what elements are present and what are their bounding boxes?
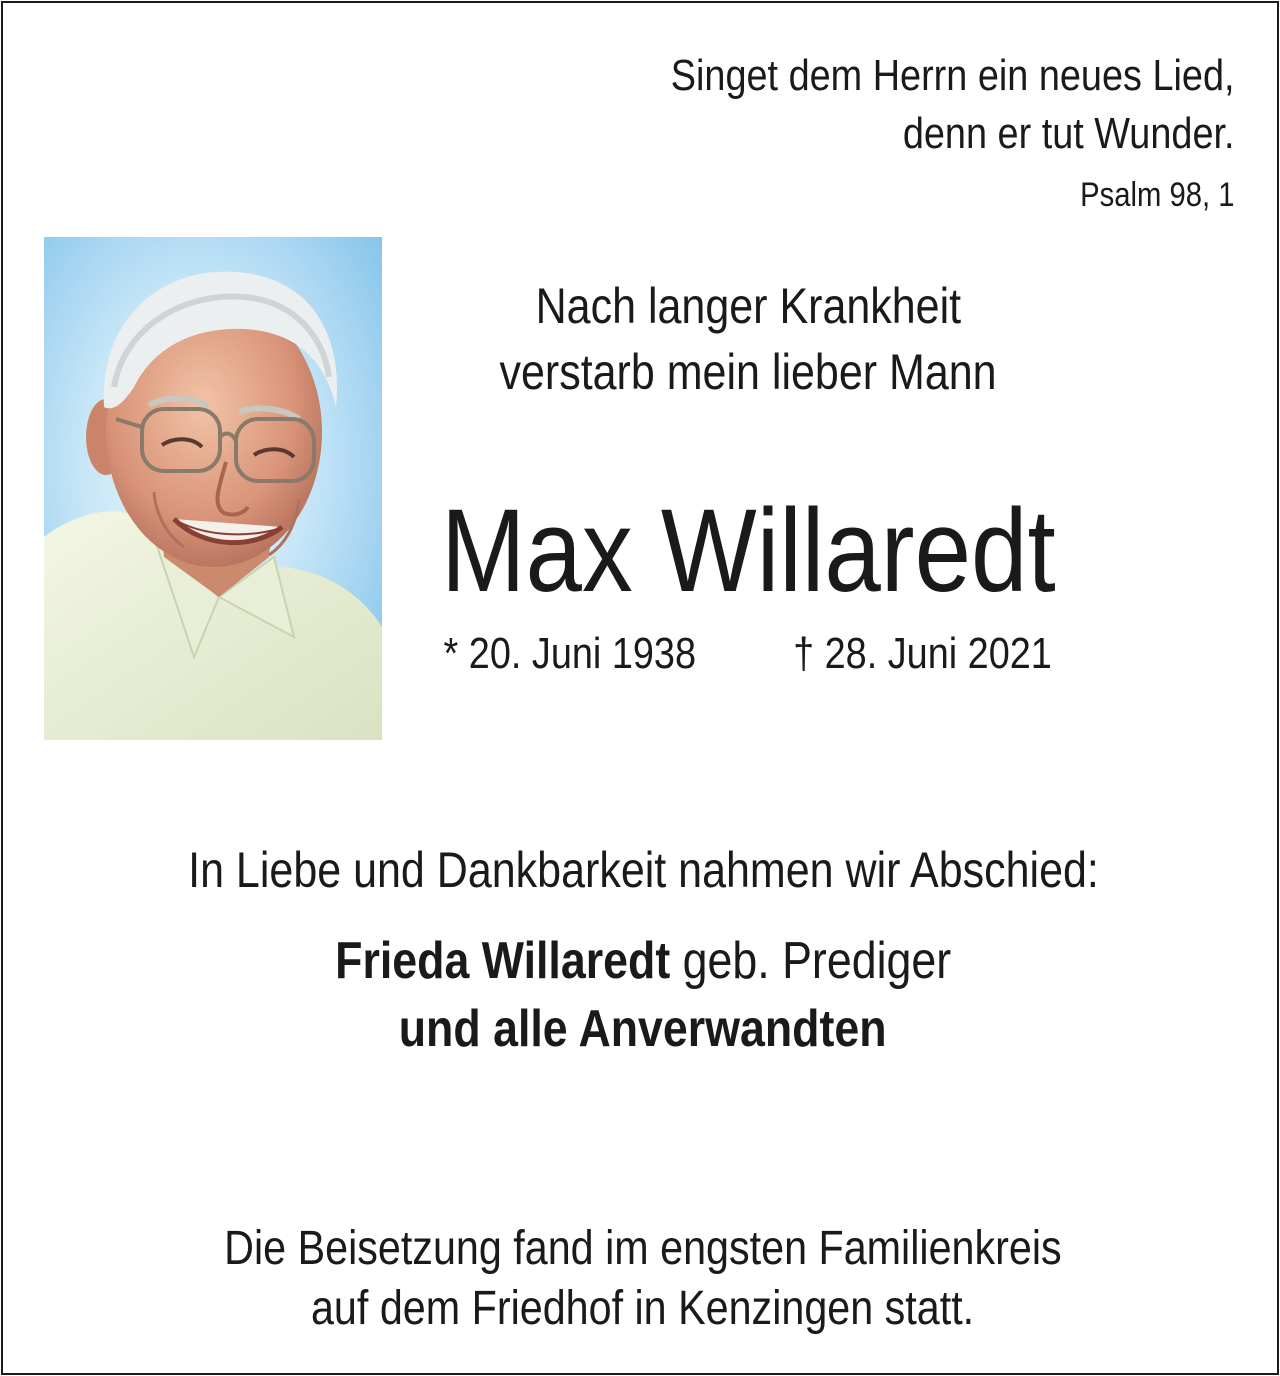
death-date: † 28. Juni 2021 <box>793 629 1053 678</box>
primary-mourner-suffix: geb. Prediger <box>682 932 952 990</box>
primary-mourner-name: Frieda Willaredt <box>334 932 671 990</box>
other-mourners-text: und alle Anverwandten <box>399 1000 887 1058</box>
portrait-photo <box>44 237 382 740</box>
burial-line-2: auf dem Friedhof in Kenzingen statt. <box>311 1282 975 1335</box>
death-announcement <box>383 273 1113 405</box>
farewell-intro-text: In Liebe und Dankbarkeit nahmen wir Abschied: <box>187 842 1099 898</box>
burial-line-1: Die Beisetzung fand im engsten Familienkreis <box>224 1222 1062 1275</box>
deceased-name-text: Max Willaredt <box>440 485 1056 617</box>
intro-line-2: verstarb mein lieber Mann <box>499 344 997 400</box>
birth-date: * 20. Juni 1938 <box>443 629 696 678</box>
other-mourners <box>3 997 1280 1061</box>
verse-reference: Psalm 98, 1 <box>1080 176 1235 214</box>
primary-mourner <box>3 929 1280 993</box>
life-dates <box>383 627 1113 681</box>
bible-verse <box>671 47 1235 163</box>
farewell-intro <box>3 839 1280 901</box>
intro-line-1: Nach langer Krankheit <box>535 278 961 334</box>
deceased-name <box>383 481 1113 621</box>
obituary-frame <box>1 1 1279 1375</box>
verse-line-1: Singet dem Herrn ein neues Lied, <box>671 51 1235 100</box>
verse-line-2: denn er tut Wunder. <box>903 109 1235 158</box>
burial-notice <box>3 1219 1280 1339</box>
